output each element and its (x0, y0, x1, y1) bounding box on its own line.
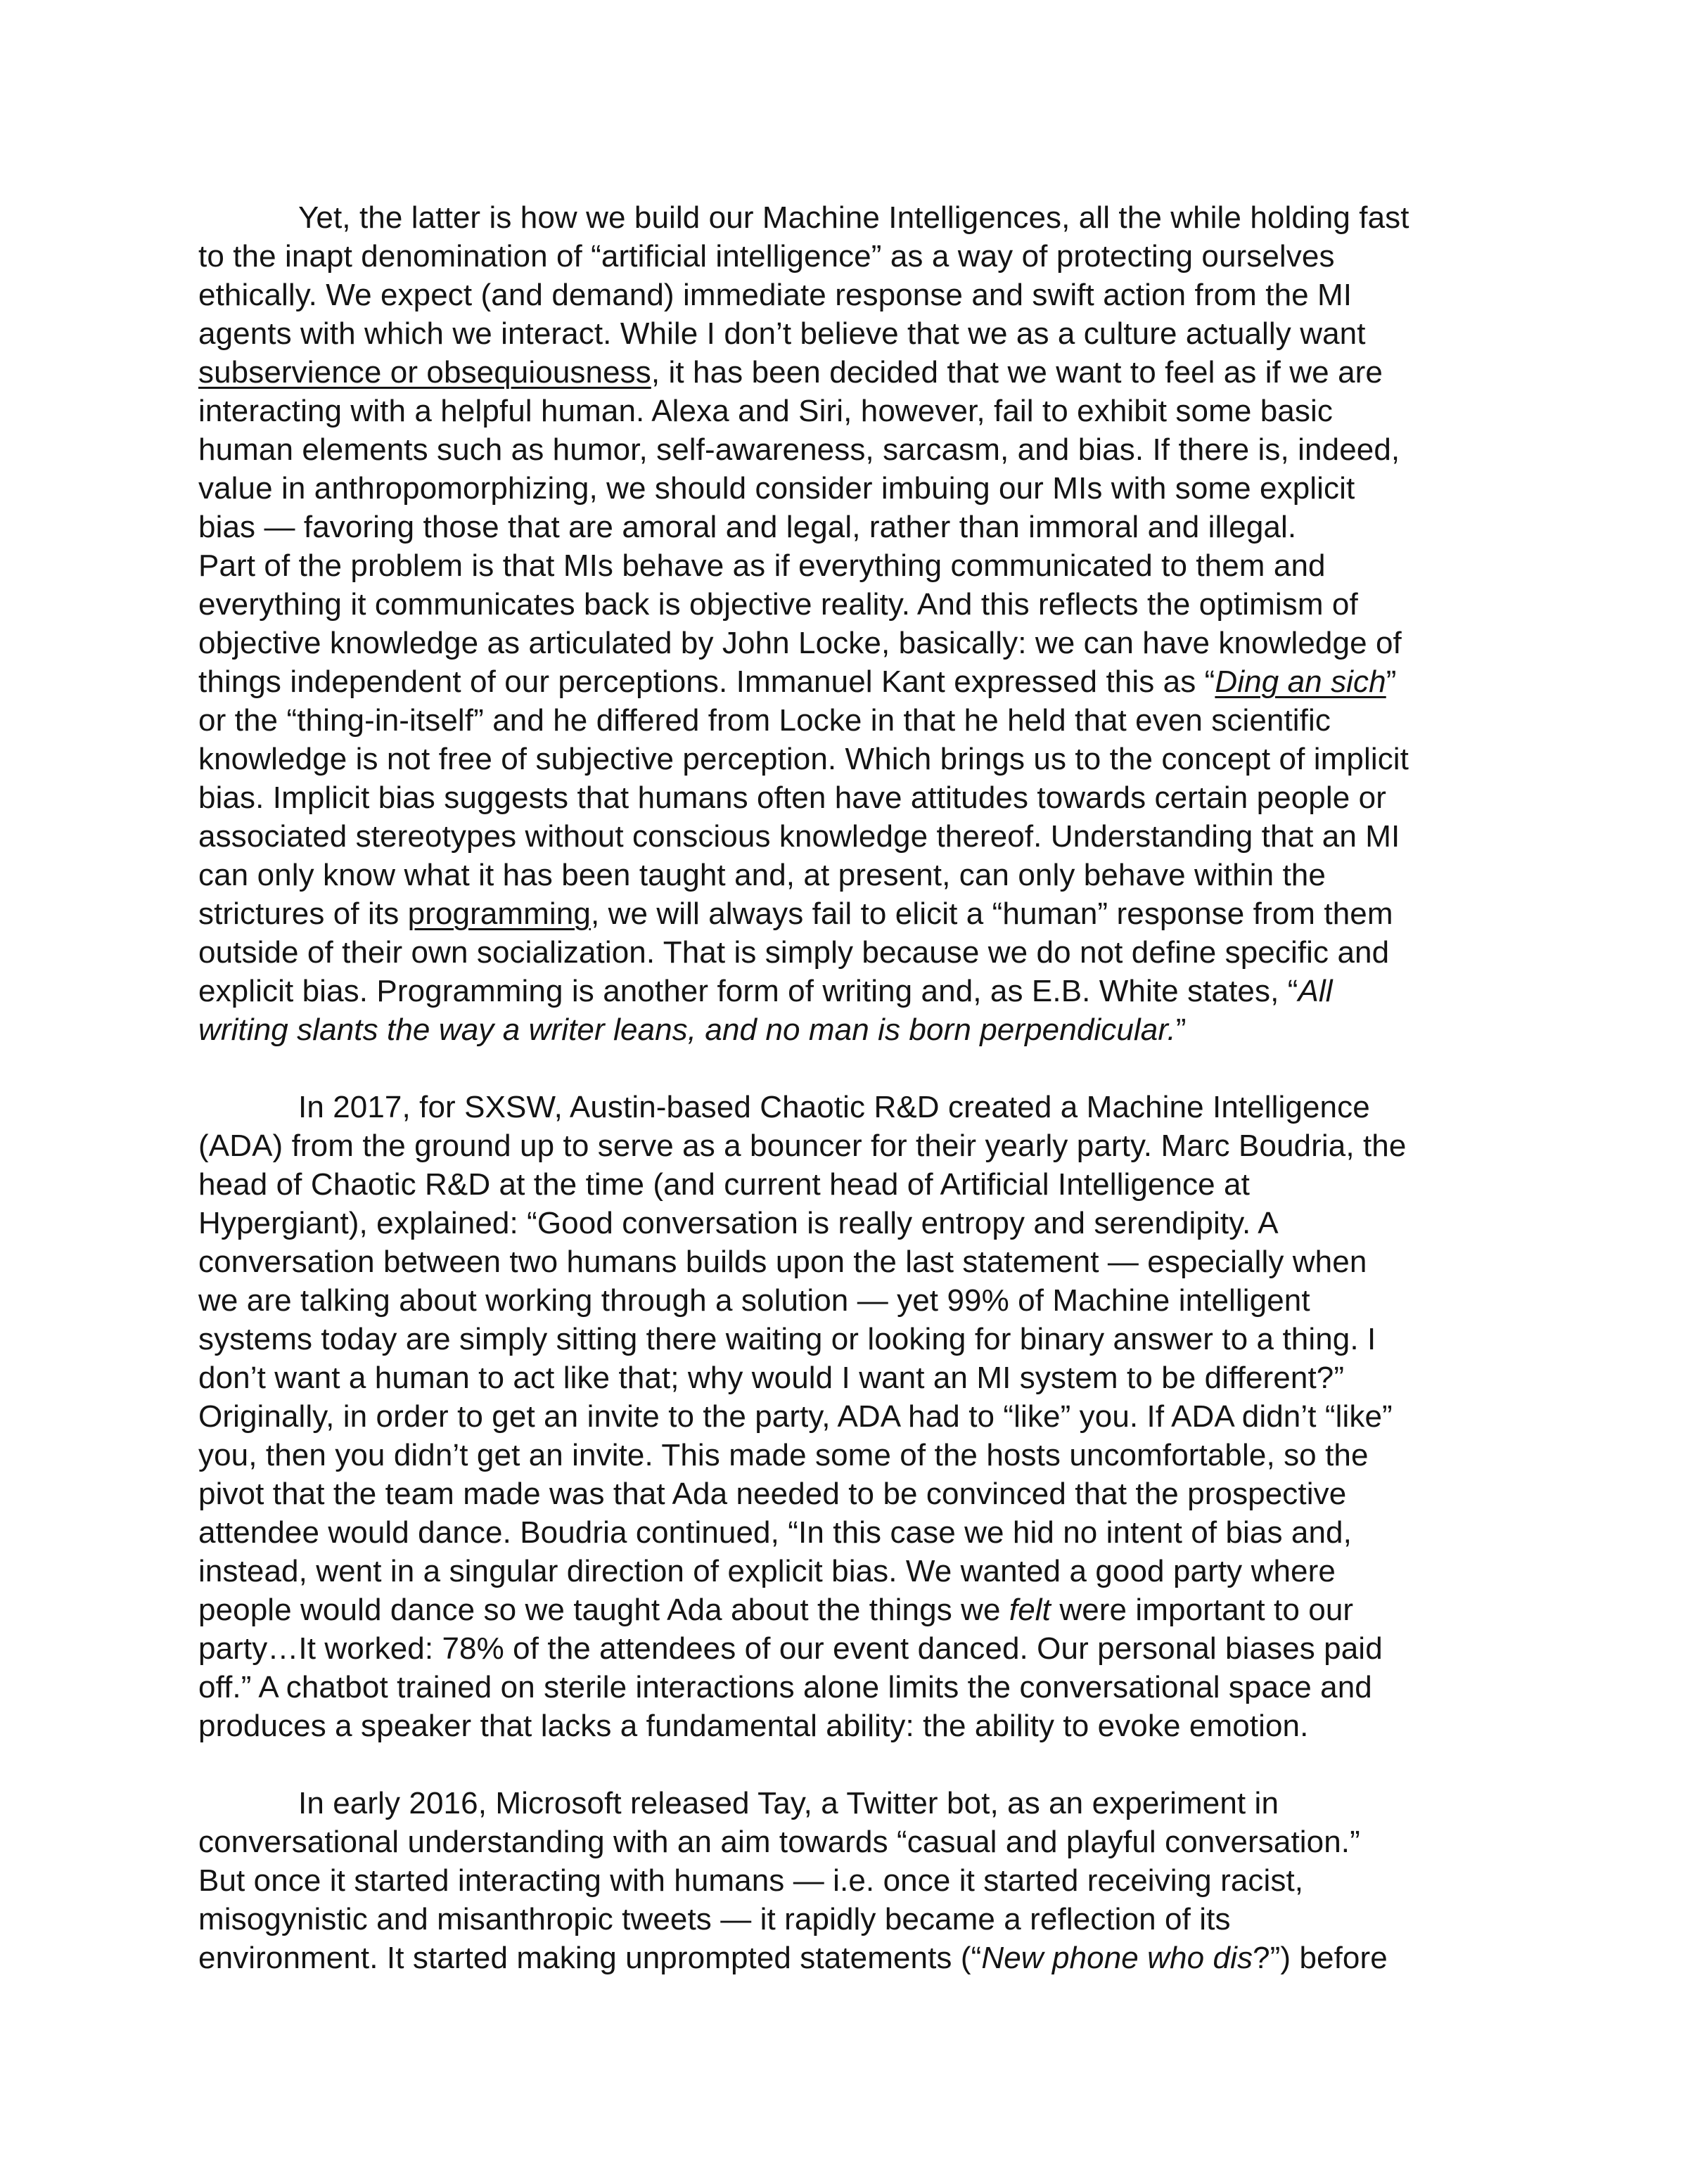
text-line (198, 1088, 1500, 1126)
text-line (198, 392, 1500, 430)
text-run: Yet, the latter is how we build our Machine Intelligences, all the while holding fast (298, 200, 1409, 235)
text-run: associated stereotypes without conscious knowledge thereof. Understanding that an MI (198, 819, 1400, 854)
text-run: don’t want a human to act like that; why would I want an MI system to be different?” (198, 1361, 1345, 1395)
text-line (198, 1397, 1500, 1436)
text-run: Part of the problem is that MIs behave as if everything communicated to them and (198, 548, 1326, 583)
text-run: or the “thing-in-itself” and he differed from Locke in that he held that even scientific (198, 703, 1331, 738)
text-run: to the inapt denomination of “artificial intelligence” as a way of protecting ourselves (198, 239, 1335, 274)
text-line (198, 856, 1500, 894)
text-line (198, 1513, 1500, 1552)
text-line (198, 430, 1500, 469)
text-line (198, 1823, 1500, 1861)
text-run: head of Chaotic R&D at the time (and current head of Artificial Intelligence at (198, 1167, 1250, 1202)
text-run: you, then you didn’t get an invite. This made some of the hosts uncomfortable, so the (198, 1438, 1369, 1472)
text-line (198, 1475, 1500, 1513)
text-run: Hypergiant), explained: “Good conversation is really entropy and serendipity. A (198, 1206, 1279, 1240)
document-text-block (198, 198, 1500, 1977)
text-line (198, 585, 1500, 624)
text-run: conversation between two humans builds upon the last statement — especially when (198, 1245, 1367, 1279)
text-line (198, 740, 1500, 778)
text-run: bias — favoring those that are amoral and legal, rather than immoral and illegal. (198, 510, 1297, 544)
text-line (198, 508, 1500, 546)
text-line (198, 1204, 1500, 1242)
text-run: things independent of our perceptions. Immanuel Kant expressed this as “ (198, 664, 1215, 699)
text-run: , we will always fail to elicit a “human” response from them (590, 897, 1393, 931)
paragraph (198, 1784, 1500, 1977)
text-run: writing slants the way a writer leans, and no man is born perpendicular. (198, 1013, 1176, 1047)
text-run: ?”) before (1253, 1941, 1388, 1975)
text-line (198, 662, 1500, 701)
text-run: ” (1386, 664, 1397, 699)
text-run: interacting with a helpful human. Alexa and Siri, however, fail to exhibit some basic (198, 394, 1333, 428)
text-line (198, 314, 1500, 353)
text-line (198, 972, 1500, 1010)
text-line (198, 1784, 1500, 1823)
text-run: ” (1175, 1013, 1187, 1047)
text-line (198, 1320, 1500, 1358)
text-line (198, 778, 1500, 817)
text-run: New phone who dis (981, 1941, 1253, 1975)
text-line (198, 1436, 1500, 1475)
text-run: In 2017, for SXSW, Austin-based Chaotic R&D created a Machine Intelligence (298, 1090, 1370, 1124)
text-run: programming (407, 897, 591, 931)
text-line (198, 1900, 1500, 1939)
text-line (198, 1939, 1500, 1977)
text-run: people would dance so we taught Ada about the things we (198, 1593, 1009, 1627)
text-run: bias. Implicit bias suggests that humans often have attitudes towards certain people or (198, 781, 1386, 815)
text-run: felt (1009, 1593, 1051, 1627)
text-run: objective knowledge as articulated by John Locke, basically: we can have knowledge of (198, 626, 1402, 660)
text-run: pivot that the team made was that Ada needed to be convinced that the prospective (198, 1477, 1347, 1511)
text-run: conversational understanding with an aim towards “casual and playful conversation.” (198, 1825, 1360, 1859)
text-line (198, 701, 1500, 740)
text-line (198, 1126, 1500, 1165)
text-run: subservience or obsequiousness (198, 355, 651, 390)
text-line (198, 624, 1500, 662)
text-line (198, 1281, 1500, 1320)
text-line (198, 1552, 1500, 1591)
text-run: Ding an sich (1215, 664, 1386, 699)
text-run: explicit bias. Programming is another form of writing and, as E.B. White states, “ (198, 974, 1298, 1008)
text-run: ethically. We expect (and demand) immediate response and swift action from the MI (198, 278, 1353, 312)
text-run: systems today are simply sitting there waiting or looking for binary answer to a thing. I (198, 1322, 1376, 1356)
text-run: In early 2016, Microsoft released Tay, a Twitter bot, as an experiment in (298, 1786, 1279, 1820)
text-line (198, 1242, 1500, 1281)
text-run: value in anthropomorphizing, we should consider imbuing our MIs with some explicit (198, 471, 1355, 506)
text-run: environment. It started making unprompted statements (“ (198, 1941, 982, 1975)
text-line (198, 933, 1500, 972)
text-run: human elements such as humor, self-awareness, sarcasm, and bias. If there is, indeed, (198, 432, 1400, 467)
text-line (198, 469, 1500, 508)
text-run: can only know what it has been taught and, at present, can only behave within the (198, 858, 1326, 892)
text-line (198, 1707, 1500, 1745)
text-run: we are talking about working through a solution — yet 99% of Machine intelligent (198, 1283, 1310, 1318)
text-run: , it has been decided that we want to feel as if we are (651, 355, 1383, 390)
text-run: misogynistic and misanthropic tweets — it rapidly became a reflection of its (198, 1902, 1231, 1936)
text-line (198, 894, 1500, 933)
paragraph (198, 1088, 1500, 1745)
text-line (198, 817, 1500, 856)
paragraph (198, 198, 1500, 1049)
text-run: But once it started interacting with humans — i.e. once it started receiving racist, (198, 1863, 1304, 1898)
text-run: strictures of its (198, 897, 408, 931)
text-run: (ADA) from the ground up to serve as a bouncer for their yearly party. Marc Boudria, the (198, 1129, 1407, 1163)
text-line (198, 353, 1500, 392)
text-line (198, 1165, 1500, 1204)
text-run: outside of their own socialization. That is simply because we do not define specific and (198, 935, 1390, 970)
text-run: everything it communicates back is objective reality. And this reflects the optimism of (198, 587, 1358, 622)
text-run: Originally, in order to get an invite to the party, ADA had to “like” you. If ADA didn’t “like” (198, 1399, 1393, 1434)
text-run: knowledge is not free of subjective perception. Which brings us to the concept of implicit (198, 742, 1409, 776)
text-run: produces a speaker that lacks a fundamental ability: the ability to evoke emotion. (198, 1709, 1309, 1743)
text-line (198, 1629, 1500, 1668)
text-run: party…It worked: 78% of the attendees of our event danced. Our personal biases paid (198, 1631, 1383, 1666)
text-run: All (1298, 974, 1333, 1008)
text-line (198, 198, 1500, 237)
text-line (198, 1668, 1500, 1707)
text-run: agents with which we interact. While I don’t believe that we as a culture actually want (198, 316, 1366, 351)
text-run: were important to our (1051, 1593, 1354, 1627)
text-line (198, 1358, 1500, 1397)
text-line (198, 1010, 1500, 1049)
text-run: off.” A chatbot trained on sterile interactions alone limits the conversational space and (198, 1670, 1372, 1704)
text-line (198, 546, 1500, 585)
text-run: attendee would dance. Boudria continued, “In this case we hid no intent of bias and, (198, 1515, 1352, 1550)
text-line (198, 1861, 1500, 1900)
text-line (198, 276, 1500, 314)
text-run: instead, went in a singular direction of explicit bias. We wanted a good party where (198, 1554, 1336, 1588)
text-line (198, 237, 1500, 276)
text-line (198, 1591, 1500, 1629)
